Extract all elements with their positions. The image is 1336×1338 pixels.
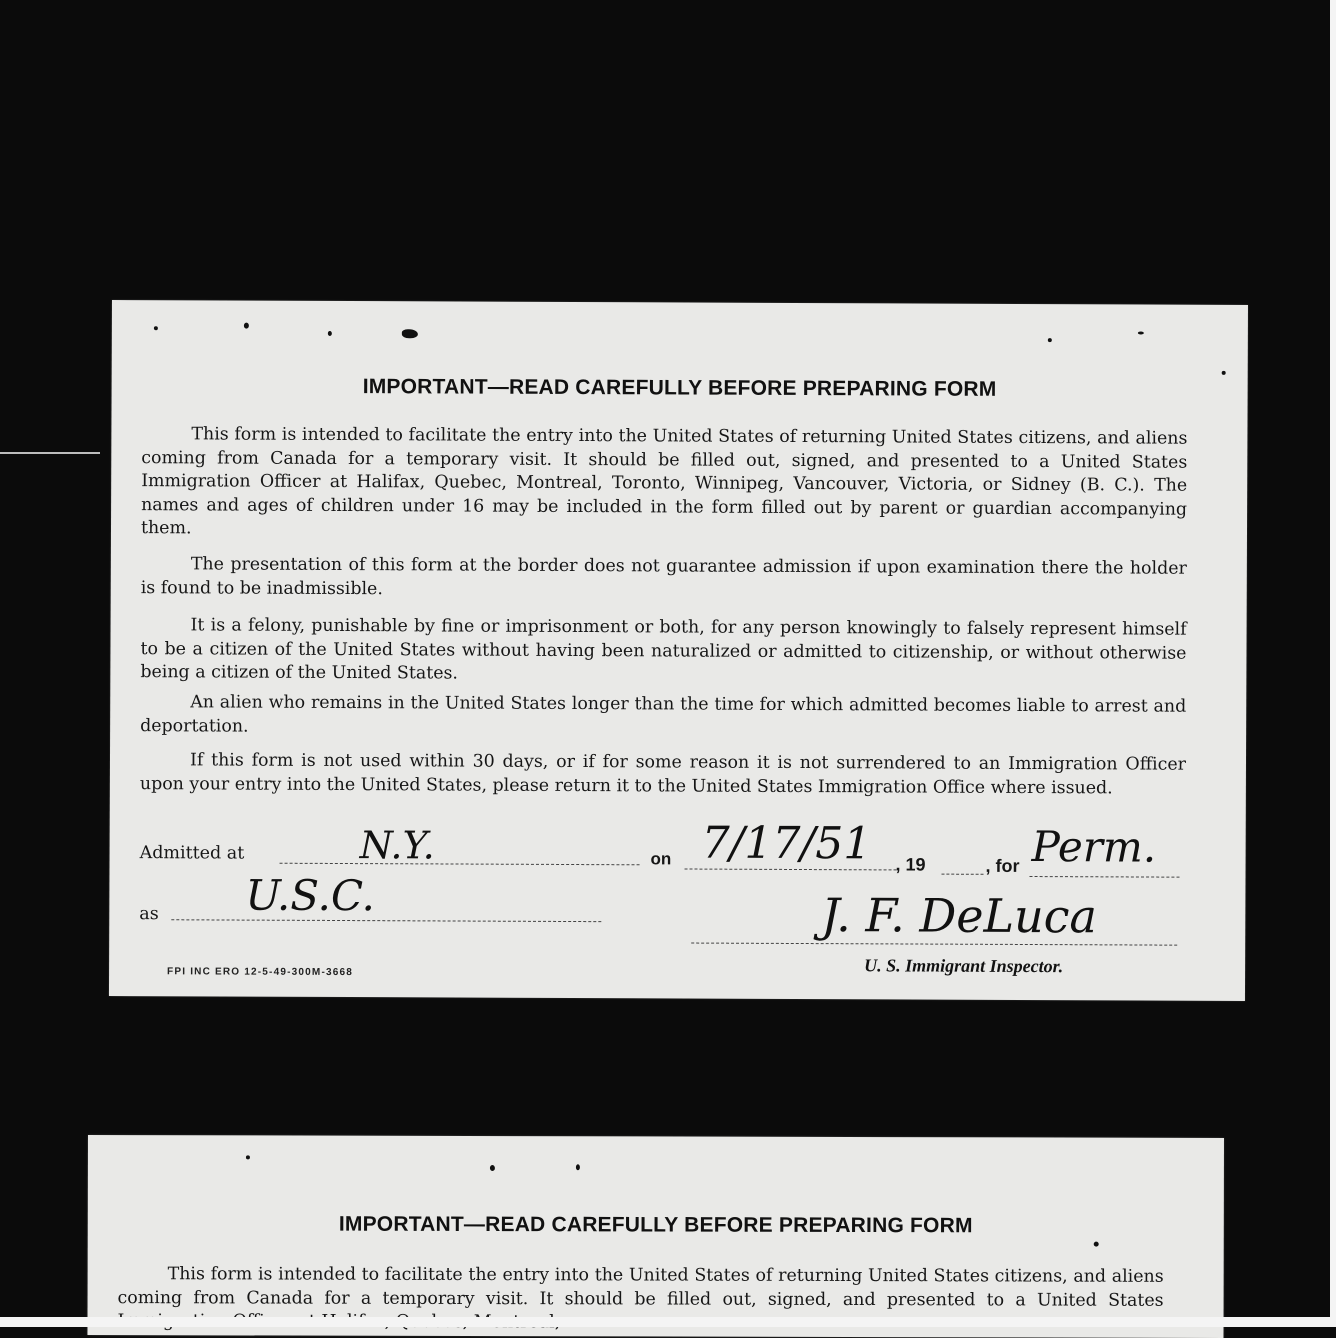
as-line	[171, 919, 601, 922]
as-label: as	[139, 904, 159, 925]
film-scratch	[0, 452, 100, 454]
paragraph-admission: The presentation of this form at the border does not guarantee admission if upon examination there the holder is found to be inadmissible.	[140, 554, 1187, 599]
year-label: , 19	[895, 854, 926, 875]
ink-speck	[1094, 1242, 1099, 1247]
inspector-title: U. S. Immigrant Inspector.	[864, 955, 1064, 977]
ink-speck	[246, 1155, 250, 1159]
ink-speck	[244, 323, 249, 329]
for-label: , for	[985, 855, 1020, 876]
admitted-at-handwriting: N.Y.	[359, 823, 435, 868]
for-line	[1029, 876, 1179, 878]
paragraph-purpose: This form is intended to facilitate the entry into the United States of returning United States citizens, and aliens coming from Canada for a temporary visit. It should be filled out, signed, and presented to a United States	[117, 1264, 1164, 1311]
ink-speck	[154, 326, 158, 330]
print-code: FPI INC ERO 12-5-49-300M-3668	[167, 966, 354, 979]
as-handwriting: U.S.C.	[245, 870, 376, 921]
immigration-form-card	[109, 300, 1248, 1001]
paragraph-felony: It is a felony, punishable by fine or imprisonment or both, for any person knowingly to falsely represent himself to be a citizen of the United States without having been naturalized or admitted to citizenship, or without otherwise being a citizen of the United States.	[140, 615, 1187, 684]
signature-line	[691, 943, 1177, 946]
scan-edge-right	[1330, 0, 1336, 1327]
paragraph-deportation: An alien who remains in the United States longer than the time for which admitted becomes liable to arrest and deportation.	[140, 692, 1187, 737]
paragraph-return: If this form is not used within 30 days, or if for some reason it is not surrendered to an Immigration Officer upon your entry into the United States, please return it to the United States Immigration Office where issued.	[139, 750, 1187, 798]
ink-speck	[490, 1165, 495, 1171]
form-heading: IMPORTANT—READ CAREFULLY BEFORE PREPARING FORM	[362, 375, 997, 401]
ink-speck	[1222, 371, 1226, 375]
admitted-at-line	[280, 863, 640, 866]
ink-blot	[402, 329, 418, 338]
on-label: on	[650, 849, 672, 869]
date-handwriting: 7/17/51	[701, 817, 872, 870]
scan-edge-bottom	[0, 1317, 1336, 1327]
ink-speck	[1138, 331, 1144, 334]
ink-speck	[328, 331, 332, 336]
for-handwriting: Perm.	[1031, 822, 1157, 872]
ink-speck	[1048, 338, 1052, 342]
ink-speck	[576, 1164, 580, 1170]
year-line	[942, 874, 984, 875]
immigration-form-card-second	[87, 1135, 1224, 1338]
form-heading: IMPORTANT—READ CAREFULLY BEFORE PREPARING FORM	[338, 1212, 973, 1238]
admitted-at-label: Admitted at	[139, 843, 245, 864]
inspector-signature: J. F. DeLuca	[821, 888, 1098, 944]
paragraph-purpose: This form is intended to facilitate the entry into the United States of returning United States citizens, and aliens coming from Canada for a temporary visit. It should be filled out, signed, and presented to a United States Immigration Officer at Halifax, Quebec, Montreal, Toronto, Winnipeg, Vancouver, Victoria, or Sidney (B. C.). The names and ages of children under 16 may be included in the form filled out by parent or guardian accompanying them.	[140, 424, 1188, 539]
